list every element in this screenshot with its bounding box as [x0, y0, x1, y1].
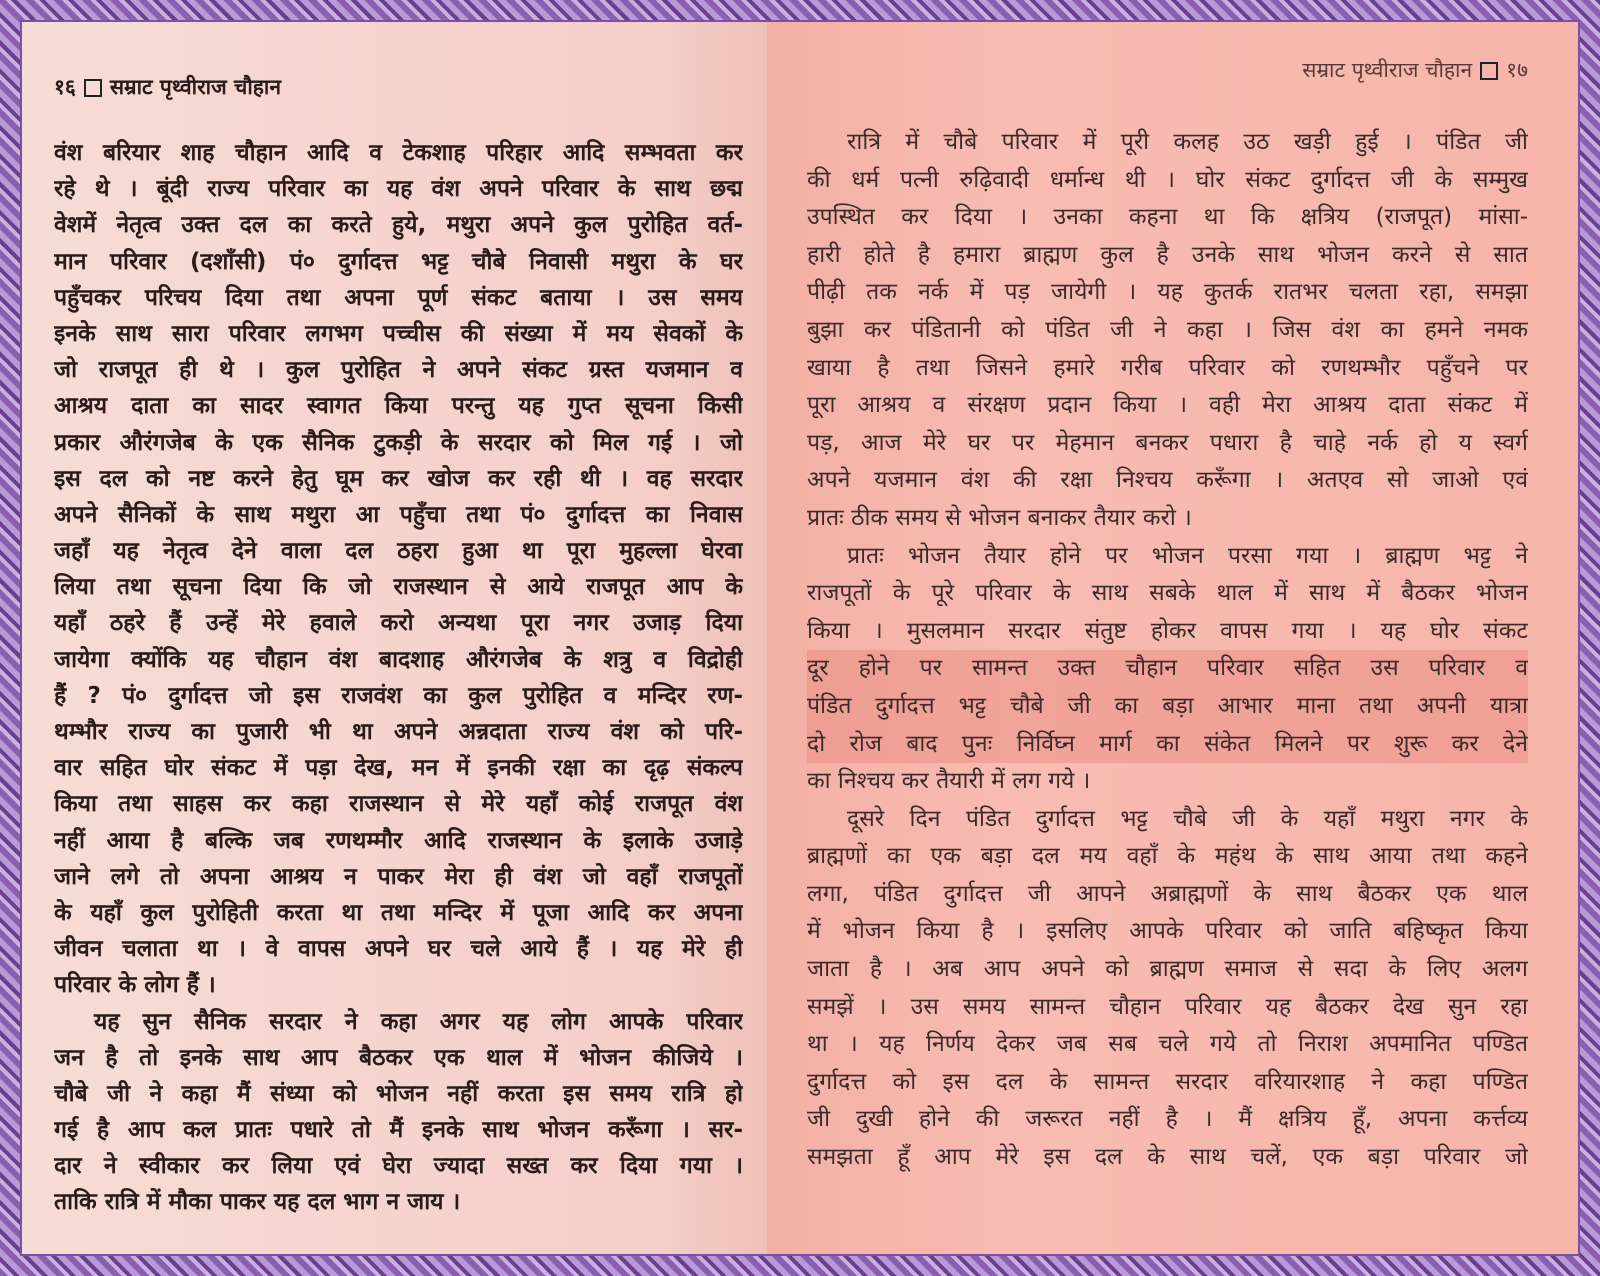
text-line: में भोजन किया है । इसलिए आपके परिवार को जाति बहिष्कृत किया	[807, 918, 1528, 945]
text-line: रात्रि में चौबे परिवार में पूरी कलह उठ खड़ी हुई । पंडित जी	[847, 129, 1528, 155]
page-number: १७	[1506, 58, 1528, 82]
text-line: प्रातः भोजन तैयार होने पर भोजन परसा गया । ब्राह्मण भट्ट ने	[847, 542, 1528, 569]
text-line: वार सहित घोर संकट में पड़ा देख, मन में इनकी रक्षा का दृढ़ संकल्प	[54, 755, 743, 782]
text-line: अपने यजमान वंश की रक्षा निश्चय करूँगा । अतएव सो जाओ एवं	[807, 467, 1528, 494]
text-line: जी दुखी होने की जरूरत नहीं है । मैं क्षत्रिय हूँ, अपना कर्त्तव्य	[807, 1106, 1528, 1133]
text-line: यह सुन सैनिक सरदार ने कहा अगर यह लोग आपके परिवार	[94, 1008, 743, 1035]
running-title: सम्राट पृथ्वीराज चौहान	[1302, 58, 1473, 82]
text-line: दार ने स्वीकार कर लिया एवं घेरा ज्यादा सख्त कर दिया गया ।	[54, 1153, 743, 1180]
left-page	[22, 22, 767, 1254]
box-icon	[84, 79, 102, 97]
text-line: वेशमें नेतृत्व उक्त दल का करते हुये, मथुरा अपने कुल पुरोहित वर्त-	[54, 212, 743, 239]
text-line: उपस्थित कर दिया । उनका कहना था कि क्षत्रिय (राजपूत) मांसा-	[807, 204, 1528, 231]
text-line: राजपूतों के पूरे परिवार के साथ सबके थाल में साथ में बैठकर भोजन	[807, 580, 1528, 607]
left-page-body	[54, 135, 743, 1221]
text-line: किया । मुसलमान सरदार संतुष्ट होकर वापस गया । यह घोर संकट	[807, 617, 1528, 644]
text-line: हैं ? पं० दुर्गादत्त जो इस राजवंश का कुल पुरोहित व मन्दिर रण-	[54, 682, 743, 709]
text-line: जीवन चलाता था । वे वापस अपने घर चले आये हैं । यह मेरे ही	[54, 936, 743, 963]
text-line: पूरा आश्रय व संरक्षण प्रदान किया । वही मेरा आश्रय दाता संकट में	[807, 392, 1528, 419]
box-icon	[1480, 62, 1498, 80]
text-line: पहुँचकर परिचय दिया तथा अपना पूर्ण संकट बताया । उस समय	[54, 284, 743, 311]
text-line: लिया तथा सूचना दिया कि जो राजस्थान से आये राजपूत आप के	[54, 574, 743, 601]
text-line: जहाँ यह नेतृत्व देने वाला दल ठहरा हुआ था पूरा मुहल्ला घेरवा	[54, 538, 743, 565]
text-line: पंडित दुर्गादत्त भट्ट चौबे जी का बड़ा आभार माना तथा अपनी यात्रा	[807, 688, 1528, 726]
text-line: परिवार के लोग हैं ।	[54, 972, 216, 999]
text-line: इस दल को नष्ट करने हेतु घूम कर खोज कर रही थी । वह सरदार	[54, 465, 743, 492]
text-line: बुझा कर पंडितानी को पंडित जी ने कहा । जिस वंश का हमने नमक	[807, 316, 1528, 343]
text-line: ताकि रात्रि में मौका पाकर यह दल भाग न जाय ।	[54, 1189, 461, 1216]
text-line: मान परिवार (दशाँसी) पं० दुर्गादत्त भट्ट चौबे निवासी मथुरा के घर	[54, 248, 743, 275]
page-number: १६	[54, 75, 76, 99]
text-line: रहे थे । बूंदी राज्य परिवार का यह वंश अपने परिवार के साथ छद्म	[54, 176, 743, 203]
text-line: समझें । उस समय सामन्त चौहान परिवार यह बैठकर देख सुन रहा	[807, 993, 1528, 1020]
left-page-header	[54, 67, 743, 107]
text-line: किया तथा साहस कर कहा राजस्थान से मेरे यहाँ कोई राजपूत वंश	[54, 791, 743, 818]
text-line: की धर्म पत्नी रुढ़िवादी धर्मान्ध थी । घोर संकट दुर्गादत्त जी के सम्मुख	[807, 166, 1528, 193]
text-line: वंश बरियार शाह चौहान आदि व टेकशाह परिहार आदि सम्भवता कर	[54, 140, 743, 166]
text-line: दो रोज बाद पुनः निर्विघ्न मार्ग का संकेत मिलने पर शुरू कर देने	[807, 726, 1528, 764]
text-line: जायेगा क्योंकि यह चौहान वंश बादशाह औरंगजेब के शत्रु व विद्रोही	[54, 646, 743, 673]
text-line: दुर्गादत्त को इस दल के सामन्त सरदार वरियारशाह ने कहा पण्डित	[807, 1068, 1528, 1095]
text-line: प्रातः ठीक समय से भोजन बनाकर तैयार करो ।	[807, 504, 1192, 531]
text-line: आश्रय दाता का सादर स्वागत किया परन्तु यह गुप्त सूचना किसी	[54, 393, 743, 420]
text-line: के यहाँ कुल पुरोहिती करता था तथा मन्दिर में पूजा आदि कर अपना	[54, 899, 743, 926]
text-line: थम्भौर राज्य का पुजारी भी था अपने अन्नदाता राज्य वंश को परि-	[54, 719, 743, 745]
text-line: हारी होते है हमारा ब्राह्मण कुल है उनके साथ भोजन करने से सात	[807, 241, 1528, 268]
book-spread	[22, 22, 1578, 1254]
text-line: इनके साथ सारा परिवार लगभग पच्चीस की संख्या में मय सेवकों के	[54, 320, 743, 347]
text-line: ब्राह्मणों का एक बड़ा दल मय वहाँ के महंथ के साथ आया तथा कहने	[807, 843, 1528, 870]
text-line: प्रकार औरंगजेब के एक सैनिक टुकड़ी के सरदार को मिल गई । जो	[54, 429, 743, 456]
text-line: अपने सैनिकों के साथ मथुरा आ पहुँचा तथा पं० दुर्गादत्त का निवास	[54, 501, 743, 528]
text-line: पीढ़ी तक नर्क में पड़ जायेगी । यह कुतर्क रातभर चलता रहा, समझा	[807, 279, 1528, 306]
text-line: यहाँ ठहरे हैं उन्हें मेरे हवाले करो अन्यथा पूरा नगर उजाड़ दिया	[54, 610, 743, 637]
text-line: दूर होने पर सामन्त उक्त चौहान परिवार सहित उस परिवार व	[807, 650, 1528, 688]
text-line: चौबे जी ने कहा मैं संध्या को भोजन नहीं करता इस समय रात्रि हो	[54, 1080, 743, 1107]
right-page-header	[807, 50, 1528, 90]
text-line: जो राजपूत ही थे । कुल पुरोहित ने अपने संकट ग्रस्त यजमान व	[54, 357, 743, 384]
text-line: दूसरे दिन पंडित दुर्गादत्त भट्ट चौबे जी के यहाँ मथुरा नगर के	[847, 805, 1528, 832]
right-page	[767, 22, 1578, 1254]
text-line: जाता है । अब आप अपने को ब्राह्मण समाज से सदा के लिए अलग	[807, 956, 1528, 983]
text-line: लगा, पंडित दुर्गादत्त जी आपने अब्राह्मणों के साथ बैठकर एक थाल	[807, 880, 1528, 907]
text-line: गई है आप कल प्रातः पधारे तो मैं इनके साथ भोजन करूँगा । सर-	[54, 1117, 743, 1144]
running-title: सम्राट पृथ्वीराज चौहान	[109, 75, 282, 99]
text-line: पड़, आज मेरे घर पर मेहमान बनकर पधारा है चाहे नर्क हो य स्वर्ग	[807, 429, 1528, 456]
text-line: समझता हूँ आप मेरे इस दल के साथ चलें, एक बड़ा परिवार जो	[807, 1144, 1528, 1171]
text-line: जन है तो इनके साथ आप बैठकर एक थाल में भोजन कीजिये ।	[54, 1044, 743, 1071]
text-line: जाने लगे तो अपना आश्रय न पाकर मेरा ही वंश जो वहाँ राजपूतों	[54, 863, 743, 890]
right-page-body	[807, 124, 1528, 1177]
text-line: का निश्चय कर तैयारी में लग गये ।	[807, 768, 1091, 795]
text-line: खाया है तथा जिसने हमारे गरीब परिवार को रणथम्भौर पहुँचने पर	[807, 354, 1528, 381]
text-line: नहीं आया है बल्कि जब रणथम्मौर आदि राजस्थान के इलाके उजाड़े	[54, 827, 743, 854]
text-line: था । यह निर्णय देकर जब सब चले गये तो निराश अपमानित पण्डित	[807, 1031, 1528, 1058]
